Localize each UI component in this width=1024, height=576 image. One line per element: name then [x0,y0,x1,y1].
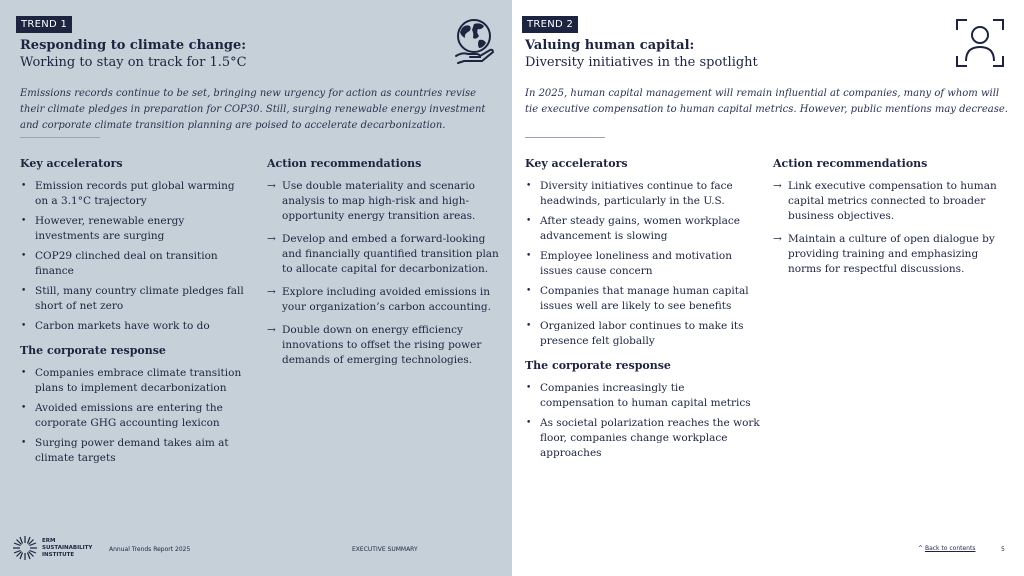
trend-subtitle: Diversity initiatives in the spotlight [525,55,758,70]
list-item: • Companies that manage human capital issues well are likely to see benefits [525,284,760,314]
key-accelerators-column [525,156,760,470]
divider [20,137,100,138]
key-accelerators-list [20,179,250,334]
trend-2-panel [512,0,1024,576]
back-to-contents-label: Back to contents [924,545,976,552]
list-item: • Diversity initiatives continue to face headwinds, particularly in the U.S. [525,179,760,209]
list-item: • Still, many country climate pledges fall short of net zero [20,284,250,314]
corporate-response-heading: The corporate response [20,344,166,357]
back-to-contents-link[interactable] [918,545,975,552]
trend-intro: Emissions records continue to be set, bringing new urgency for action as countries revise their climate pledges in preparation for COP30. Still, surging renewable energy investment and corporate climate transition planning are poised to accelerate decarbonization. [20,88,486,131]
trend-subtitle: Working to stay on track for 1.5°C [20,55,247,70]
list-item: • Carbon markets have work to do [20,319,250,334]
list-item: • After steady gains, women workplace advancement is slowing [525,214,760,244]
list-item: • Employee loneliness and motivation issues cause concern [525,249,760,279]
list-item: → Develop and embed a forward-looking and financially quantified transition plan to allocate capital for decarbonization. [267,232,502,277]
key-accelerators-heading: Key accelerators [20,157,123,170]
action-recommendations-column [773,156,1008,286]
erm-logo-icon [12,535,38,565]
key-accelerators-list [525,179,760,349]
corporate-response-list [20,366,250,466]
chevron-up-icon: ^ [918,545,924,552]
action-recommendations-list [773,179,1008,277]
list-item: • Avoided emissions are entering the corporate GHG accounting lexicon [20,401,250,431]
report-name: Annual Trends Report 2025 [109,546,191,553]
action-recommendations-heading: Action recommendations [267,157,422,170]
trend-title: Valuing human capital: [525,38,695,53]
list-item: • Organized labor continues to make its presence felt globally [525,319,760,349]
corporate-response-list [525,381,760,461]
key-accelerators-column [20,156,250,475]
list-item: • However, renewable energy investments are surging [20,214,250,244]
list-item: → Link executive compensation to human capital metrics connected to broader business objectives. [773,179,1008,224]
list-item: → Maintain a culture of open dialogue by providing training and emphasizing norms for respectful discussions. [773,232,1008,277]
corporate-response-heading: The corporate response [525,359,671,372]
trend-badge: TREND 1 [16,16,72,33]
list-item: → Double down on energy efficiency innovations to offset the rising power demands of emerging technologies. [267,323,502,368]
globe-in-hand-icon [452,16,496,68]
list-item: • COP29 clinched deal on transition finance [20,249,250,279]
list-item: • As societal polarization reaches the work floor, companies change workplace approaches [525,416,760,461]
action-recommendations-list [267,179,502,368]
list-item: → Use double materiality and scenario analysis to map high-risk and high-opportunity energy transition areas. [267,179,502,224]
person-focus-icon [955,18,1005,72]
divider [525,137,605,138]
section-name: EXECUTIVE SUMMARY [352,546,418,553]
trend-badge: TREND 2 [522,16,578,33]
page-number: 5 [1001,546,1005,553]
list-item: • Emission records put global warming on a 3.1°C trajectory [20,179,250,209]
erm-logo-text: ERM SUSTAINABILITY INSTITUTE [42,538,93,558]
list-item: • Surging power demand takes aim at climate targets [20,436,250,466]
action-recommendations-heading: Action recommendations [773,157,928,170]
action-recommendations-column [267,156,502,377]
list-item: • Companies increasingly tie compensation to human capital metrics [525,381,760,411]
trend-title: Responding to climate change: [20,38,247,53]
list-item: • Companies embrace climate transition plans to implement decarbonization [20,366,250,396]
key-accelerators-heading: Key accelerators [525,157,628,170]
trend-intro: In 2025, human capital management will remain influential at companies, many of whom will tie executive compensation to human capital metrics. However, public mentions may decrease. [525,88,1008,115]
list-item: → Explore including avoided emissions in your organization’s carbon accounting. [267,285,502,315]
